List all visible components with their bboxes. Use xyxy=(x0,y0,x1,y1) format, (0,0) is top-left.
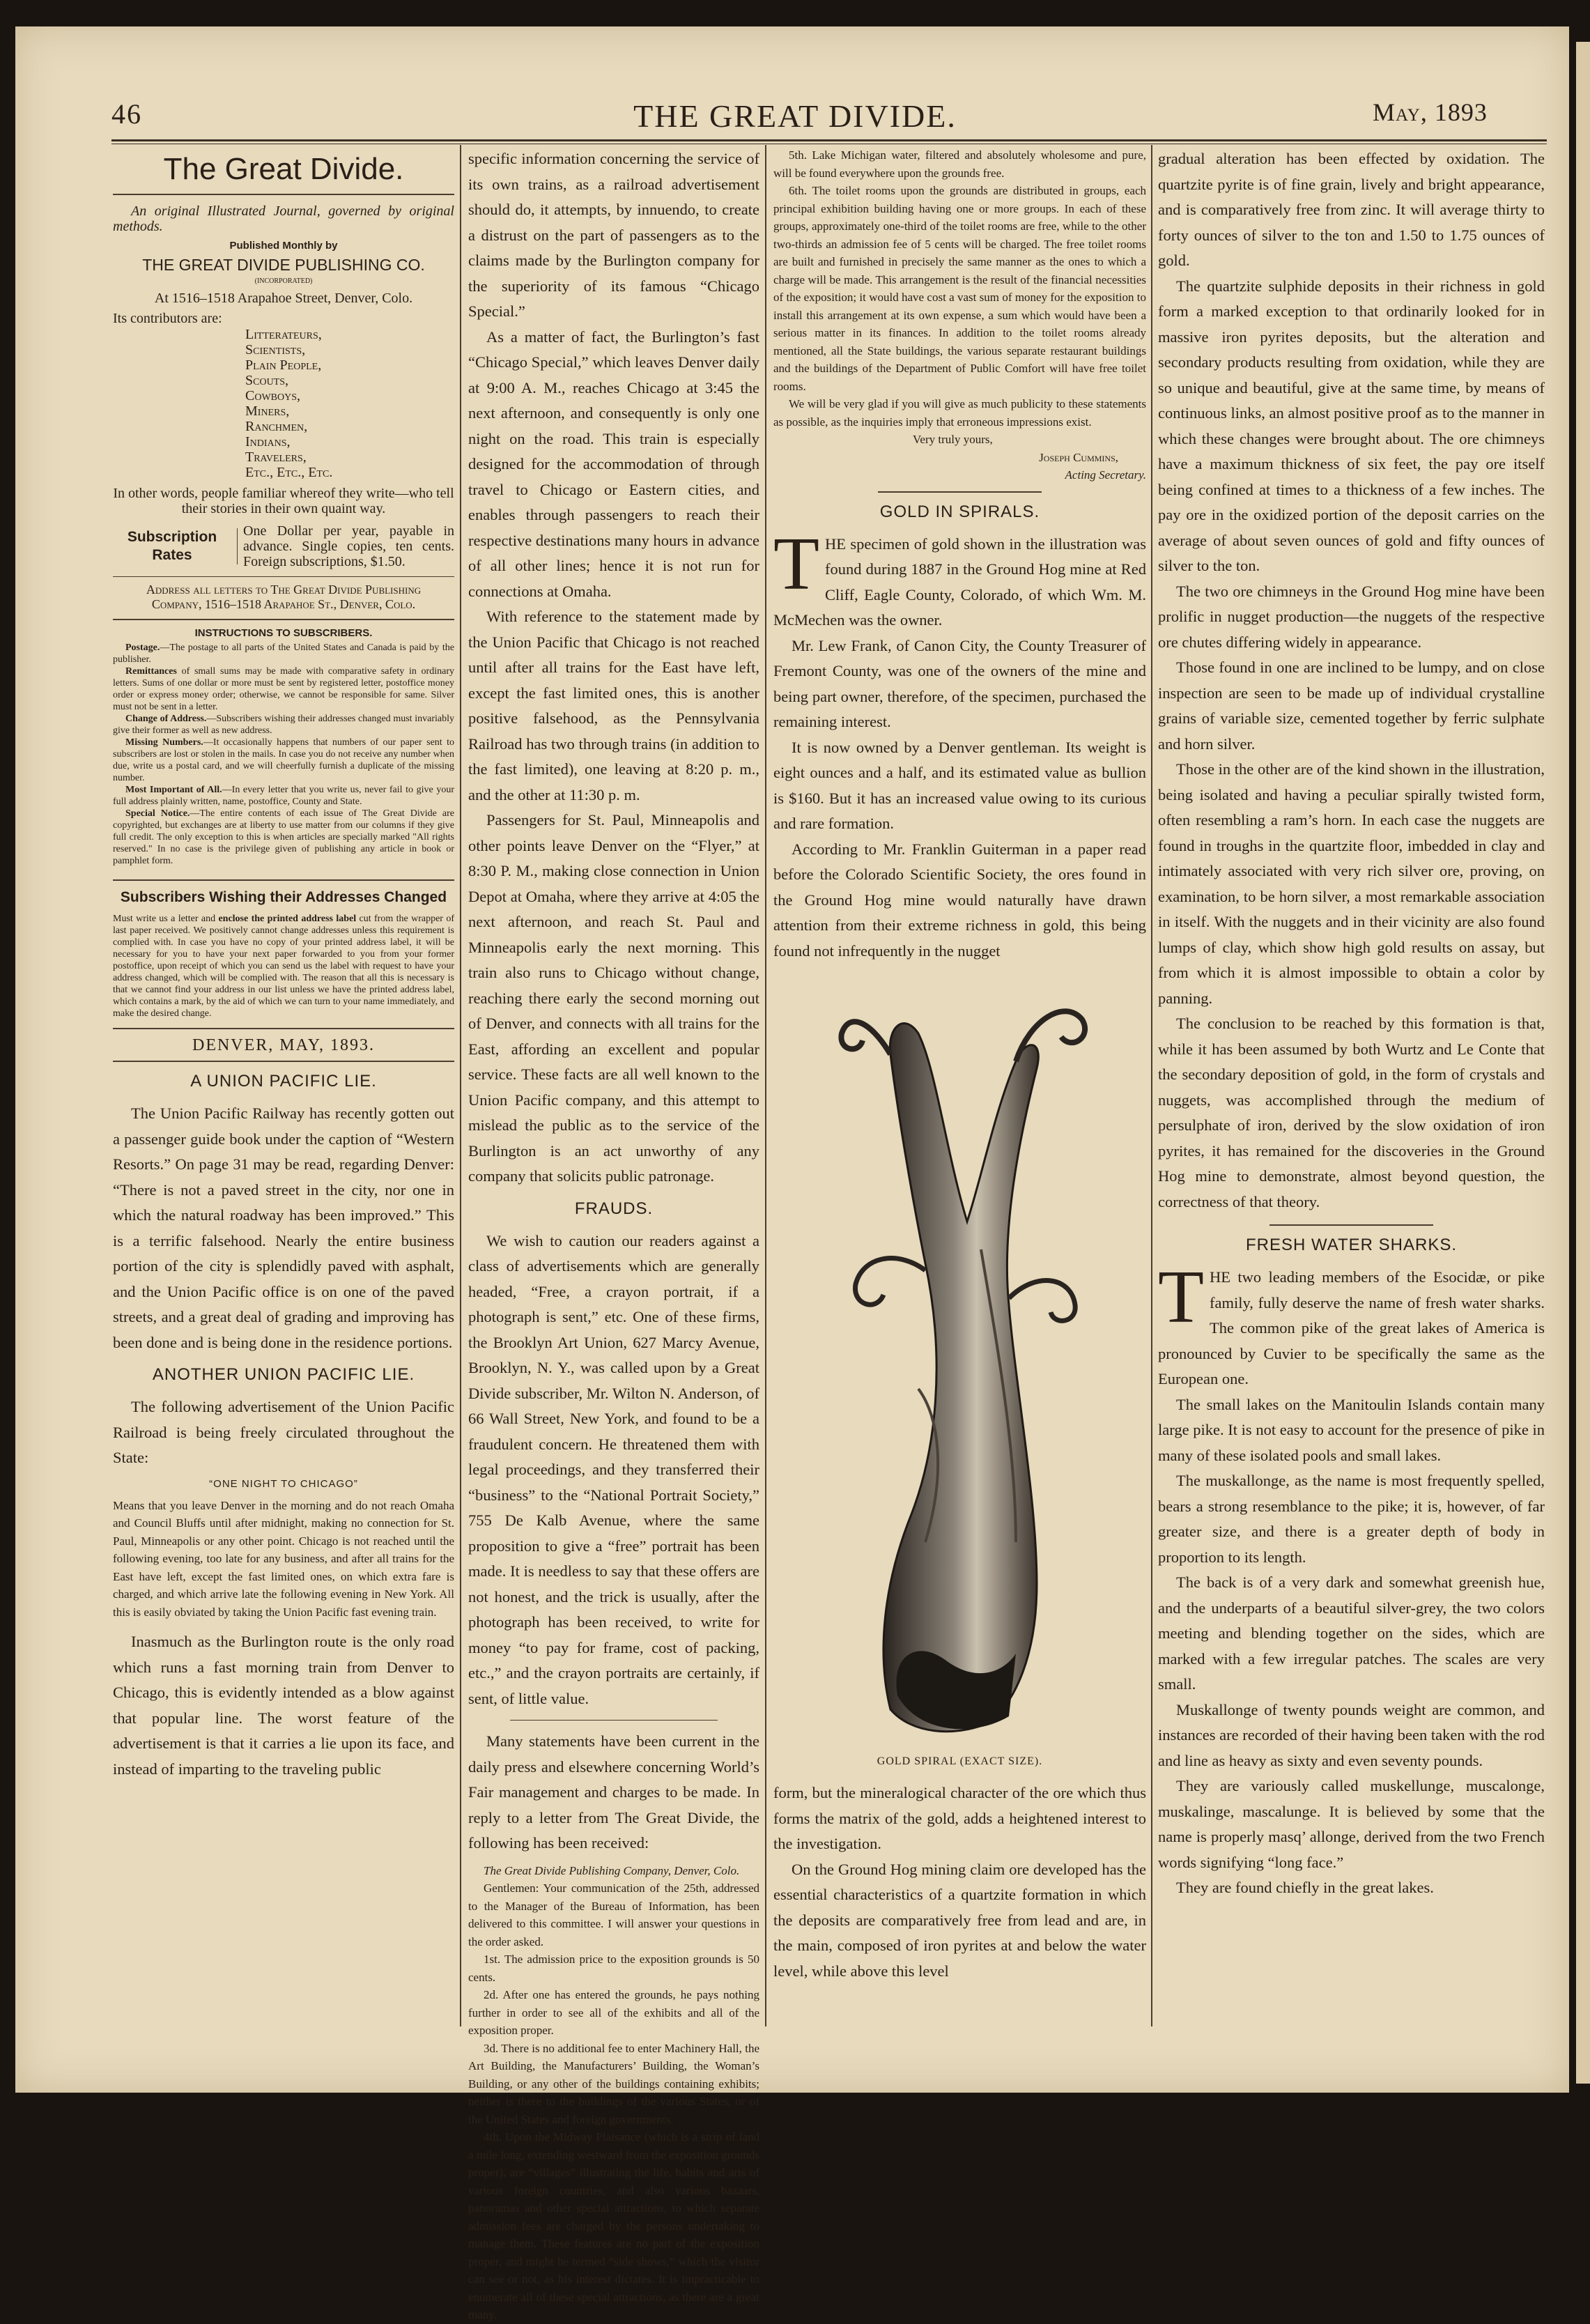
paragraph: It is now owned by a Denver gentleman. Its weight is eight ounces and a half, and its estimated value as bullion is $160. But it has an increased value owing to its curious and rare formation. xyxy=(773,738,1146,832)
letter-continued xyxy=(773,146,1146,484)
paragraph: Mr. Lew Frank, of Canon City, the County Treasurer of Fremont County, was one of the owners of the mine and being part owner, therefore, of the specimen, purchased the remaining interest. xyxy=(773,636,1146,730)
drop-cap: T xyxy=(773,522,819,606)
divider xyxy=(510,1720,718,1721)
subscription-rates xyxy=(113,523,454,569)
article-title: ANOTHER UNION PACIFIC LIE. xyxy=(152,1365,415,1384)
paragraph: specific information concerning the service of its own trains, as a railroad advertisement should do, it attempts, by innuendo, to create a distrust on the part of passengers as to the claims made by the Burlington company for the superiority of its famous “Chicago Special.” xyxy=(468,150,759,320)
paragraph: 2d. After one has entered the grounds, he pays nothing further in order to see all of the exhibits and all of the exposition proper. xyxy=(468,1988,759,2037)
contributors-intro: Its contributors are: xyxy=(113,311,222,326)
paragraph: Inasmuch as the Burlington route is the only road which runs a fast morning train from Denver to Chicago, this is evidently intended as a blow against that popular line. The worst feature of the advertisement is that it carries a lie upon its face, and instead of imparting to the traveling public xyxy=(113,1633,454,1778)
column-divider xyxy=(765,145,766,2026)
paragraph: form, but the mineralogical character of the ore which thus forms the matrix of the gold, adds a heightened interest to the investigation. xyxy=(773,1784,1146,1852)
paragraph: With reference to the statement made by the Union Pacific that Chicago is not reached until after all trains for the East have left, except the fast limited ones, this is another positive falsehood, as the Pennsylvania Railroad has two through trains (in addition to the fast limited), one leaving at 8:20 p. m., and the other at 11:30 p. m. xyxy=(468,608,759,803)
article-title: FRESH WATER SHARKS. xyxy=(1245,1236,1458,1254)
instruction-item: Most Important of All.—In every letter that you write us, never fail to give your full address plainly written, name, postoffice, County and State. xyxy=(113,785,454,807)
paragraph: We will be very glad if you will give as much publicity to these statements as possible, as the inquiries imply that erroneous impressions exist. xyxy=(773,397,1146,429)
letter-signature: Joseph Cummins, xyxy=(1039,450,1118,464)
contributor: Litterateurs, xyxy=(245,327,322,342)
article-body xyxy=(113,1101,454,1355)
divider xyxy=(1269,1224,1433,1226)
instruction-item: Postage.—The postage to all parts of the United States and Canada is paid by the publisher. xyxy=(113,642,454,665)
article-body xyxy=(113,1629,454,1782)
paragraph: 6th. The toilet rooms upon the grounds are distributed in groups, each principal exhibition building having one or more groups. In each of these groups, approximately one-third of the toilet rooms are free, while to the other two-thirds an admission fee of 5 cents will be charged. The free toilet rooms are built and furnished in precisely the same manner as the ones to which a charge will be made. This arrangement is the result of the financial necessities of the exposition; it would have cost a vast sum of money for the exposition to install this arrangement at its own expense, a sum which would have been a serious matter in its finances. In addition to the toilet rooms already mentioned, all the State buildings, the various separate restaurant buildings and the buildings of the Department of Public Comfort will have free toilet rooms. xyxy=(773,184,1146,393)
paragraph: The back is of a very dark and somewhat greenish hue, and the underparts of a beautiful silver-grey, the two colors meeting and blending together on the sides, which are marked with a few irregular patches. The scales are very small. xyxy=(1158,1573,1545,1693)
article-body xyxy=(773,1780,1146,1984)
paragraph: Passengers for St. Paul, Minneapolis and other points leave Denver on the “Flyer,” at 8:30 P. M., making close connection in Union Depot at Omaha, where they arrive at 4:05 the next afternoon, and reach St. Paul and Minneapolis early the next morning. This train also runs to Chicago without change, reaching there early the second morning out of Denver, and connects with all trains for the East, affording an excellent and popular service. These facts are all well known to the Union Pacific company, and this attempt to mislead the public as to the service of the Burlington is an act unworthy of any company that solicits public patronage. xyxy=(468,811,759,1185)
paragraph: 1st. The admission price to the exposition grounds is 50 cents. xyxy=(468,1953,759,1984)
address-change-title: Subscribers Wishing their Addresses Changed xyxy=(120,889,447,905)
paragraph: We wish to caution our readers against a class of advertisements which are generally headed, “Free, a crayon portrait, if a photograph is sent,” etc. One of these firms, the Brooklyn Art Union, 627 Marcy Avenue, Brooklyn, N. Y., was called upon by a Great Divide subscriber, Mr. Wilton N. Anderson, of 66 Wall Street, New York, and found to be a fraudulent concern. He threatened them with legal proceedings, and they transferred their “business” to the “National Portrait Society,” 755 De Kalb Avenue, where the same proposition to give a “free” portrait has been made. It is needless to say that these offers are not honest, and the trick is usually, after the photograph has been received, to write for money “to pay for frame, cost of packing, etc.,” and the crayon portraits are certainly, if sent, of little value. xyxy=(468,1231,759,1707)
address-letters: Address all letters to The Great Divide Publishing Company, 1516–1518 Arapahoe St., Denver, Colo. xyxy=(146,583,422,611)
page-title: THE GREAT DIVIDE. xyxy=(633,98,957,134)
issue-date: May, 1893 xyxy=(1373,98,1488,126)
paragraph: On the Ground Hog mining claim ore developed has the essential characteristics of a quartzite formation in which the deposits are comparatively free from lead and are, in the main, composed of iron pyrites at and below the water level, while above this level xyxy=(773,1860,1146,1980)
paragraph: 4th. Upon the Midway Plaisance (which is a strip of land a mile long, extending westward from the exposition grounds proper), are “villages” illustrating the life, habits and arts of various foreign countries, and also various bazaars, panoramas and other special attractions, to which separate admission fees are charged by the persons undertaking to manage them. These features are no part of the exposition proper, and might be termed “side shows,” which the visitor can see or not, as his interest dictates. It is impracticable to enumerate all of these special attractions, as there are a great many. xyxy=(468,2130,759,2321)
contributor: Plain People, xyxy=(245,357,322,373)
column-divider xyxy=(460,145,461,2026)
column-1 xyxy=(113,146,454,1782)
drop-cap: T xyxy=(1158,1256,1204,1339)
letter-salutation: The Great Divide Publishing Company, Denver, Colo. xyxy=(484,1863,740,1877)
instruction-item: Special Notice.—The entire contents of each issue of The Great Divide are copyrighted, but exchanges are at liberty to use matter from our columns if they give full credit. The only exception to this is when articles are specially marked "All rights reserved." In no case is the privilege given of publishing any article in book or pamphlet form. xyxy=(113,808,454,866)
article-body xyxy=(113,1394,454,1471)
masthead-tagline: An original Illustrated Journal, governed by original methods. xyxy=(113,203,454,234)
article-title: GOLD IN SPIRALS. xyxy=(879,502,1040,521)
header-rule xyxy=(111,139,1547,144)
article-body: THE two leading members of the Esocidæ, or pike family, fully deserve the name of fresh water sharks. The common pike of the great lakes of America is pronounced by Cuvier to be specifically the same as the European one. The small lakes on the Manitoulin Islands contain many large pike. It is not easy to account for the presence of pike in many of these isolated pools and small lakes. The muskallonge, as the name is most frequently spelled, bears a strong resemblance to the pike; it is, however, of far greater size, and there is a greater depth of body in proportion to its length. The back is of a very dark and somewhat greenish hue, and the underparts of a beautiful silver-grey, the two colors meeting and blending together on the sides, which are marked with a few irregular patches. The scales are very small. Muskallonge of twenty pounds weight are common, and instances are recorded of their having been taken with the rod and line as heavy as sixty and even seventy pounds. They are variously called muskellunge, muscalonge, muskalinge, mascalunge. It is believed by some that the name is properly masq’ allonge, derived from the two French words signifying “long face.” They are found chiefly in the great lakes. xyxy=(1158,1265,1545,1901)
adjacent-page-edge xyxy=(1576,42,1590,2084)
publisher-address: At 1516–1518 Arapahoe Street, Denver, Colo. xyxy=(154,291,413,306)
gold-nugget-image xyxy=(807,971,1113,1744)
contributors-list xyxy=(113,327,454,480)
paragraph: According to Mr. Franklin Guiterman in a paper read before the Colorado Scientific Society, the ores found in the Ground Hog mine would naturally have drawn attention from their extreme richness in gold, this being found not infrequently in the nugget xyxy=(773,840,1146,960)
paragraph: The following advertisement of the Union Pacific Railroad is being freely circulated throughout the State: xyxy=(113,1398,454,1466)
paragraph: Many statements have been current in the daily press and elsewhere concerning World’s Fair management and charges to be made. In reply to a letter from The Great Divide, the following has been received: xyxy=(468,1732,759,1852)
other-words: In other words, people familiar whereof they write—who tell their stories in their own quaint way. xyxy=(113,486,454,516)
contributor: Etc., Etc., Etc. xyxy=(245,465,333,480)
figure-caption: GOLD SPIRAL (EXACT SIZE). xyxy=(877,1755,1043,1767)
paragraph: The two ore chimneys in the Ground Hog mine have been prolific in nugget production—the nuggets of the respective ore chutes differing widely in appearance. xyxy=(1158,582,1545,651)
column-divider xyxy=(1151,145,1152,2026)
rates-label: Subscription Rates xyxy=(113,528,238,564)
paragraph: Those in the other are of the kind shown in the illustration, being isolated and having a peculiar spirally twisted form, often resembling a ram’s horn. In each case the nuggets are found in troughs in the quartzite floor, imbedded in clay and intimately associated with very rich silver ore, proving, on examination, to be horn silver, a most remarkable association in itself. With the nuggets and in their vicinity are also found lumps of clay, which show high gold results on assay, but from which it is almost impossible to obtain a color by panning. xyxy=(1158,760,1545,1007)
divider xyxy=(113,1061,454,1062)
instructions-title: INSTRUCTIONS TO SUBSCRIBERS. xyxy=(194,627,373,639)
article-body xyxy=(1158,146,1545,1215)
divider xyxy=(113,1028,454,1029)
paragraph: Muskallonge of twenty pounds weight are common, and instances are recorded of their having been taken with the rod and line as heavy as sixty and even seventy pounds. xyxy=(1158,1700,1545,1769)
contributor: Scouts, xyxy=(245,373,289,388)
paragraph: The quartzite sulphide deposits in their richness in gold form a marked exception to that ordinarily looked for in massive iron pyrites deposits, but the alteration and secondary products resulting from oxidation, while they are so unique and beautiful, give at the same time, by means of continuous links, an almost positive proof as to the manner in which these changes were brought about. The ore chimneys have a maximum thickness of six feet, the pay ore itself being confined at times to a thickness of a few inches. The pay ore in the oxidized portion of the deposit carries on the average of about seven ounces of gold and fifty ounces of silver to the ton. xyxy=(1158,277,1545,574)
instruction-item: Change of Address.—Subscribers wishing their addresses changed must invariably give their former as well as new address. xyxy=(113,714,455,736)
page-number: 46 xyxy=(111,98,142,130)
paragraph: The conclusion to be reached by this formation is that, while it has been assumed by both Wurtz and Le Conte that the secondary deposition of gold, in the form of crystals and nuggets, was accomplished through the medium of persulphate of iron, derived by the slow oxidation of iron pyrites, it has remained for the discoveries in the Ground Hog mine to demonstrate, almost beyond question, the correctness of that theory. xyxy=(1158,1015,1545,1210)
column-3 xyxy=(773,146,1146,1984)
contributor: Indians, xyxy=(245,434,291,449)
contributor: Scientists, xyxy=(245,342,306,357)
dateline: DENVER, MAY, 1893. xyxy=(192,1036,376,1054)
article-body xyxy=(468,1729,759,1856)
instruction-item: Missing Numbers.—It occasionally happens that numbers of our paper sent to subscribers are lost or stolen in the mails. In case you do not receive any number when due, write us a postal card, and we will cheerfully furnish a duplicate of the missing number. xyxy=(113,737,454,783)
paragraph: 3d. There is no additional fee to enter Machinery Hall, the Art Building, the Manufacturers’ Building, the Woman’s Building, or any other of the buildings containing exhibits; neither is there to the buildings of the various States, or of the United States and foreign governments. xyxy=(468,2041,759,2126)
gold-spiral-illustration xyxy=(773,971,1146,1744)
article-body xyxy=(468,146,759,1190)
article-title: FRAUDS. xyxy=(574,1199,654,1218)
masthead-title: The Great Divide. xyxy=(113,146,454,195)
letter-signature-title: Acting Secretary. xyxy=(1065,468,1146,482)
paragraph: 5th. Lake Michigan water, filtered and absolutely wholesome and pure, will be found everywhere upon the grounds free. xyxy=(773,148,1146,180)
published-by: Published Monthly by xyxy=(229,240,338,252)
ad-text: Means that you leave Denver in the morning and do not reach Omaha and Council Bluffs until after midnight, making no connection for St. Paul, Minneapolis or any other point. Chicago is not reached until the following evening, too late for any business, and after all trains for the East have left, except the fast limited ones, on which extra fare is charged, and which arrive late the following evening in New York. All this is easily obviated by taking the Union Pacific fast evening train. xyxy=(113,1498,454,1619)
divider xyxy=(878,491,1042,493)
publisher-name: THE GREAT DIVIDE PUBLISHING CO. xyxy=(142,256,425,274)
column-4 xyxy=(1158,146,1545,1901)
divider xyxy=(113,619,454,620)
paragraph: The Union Pacific Railway has recently gotten out a passenger guide book under the caption of “Western Resorts.” On page 31 may be read, regarding Denver: “There is not a paved street in the city, nor one in which the natural roadway has been improved.” This is a terrific falsehood. Nearly the entire business portion of the city is splendidly paved with asphalt, and the Union Pacific office is on one of the paved streets, and a great deal of grading and improving has been done and is being done in the residence portions. xyxy=(113,1105,454,1351)
paragraph: The small lakes on the Manitoulin Islands contain many large pike. It is not easy to account for the presence of pike in many of these isolated pools and small lakes. xyxy=(1158,1395,1545,1464)
paragraph: They are found chiefly in the great lakes. xyxy=(1176,1879,1434,1896)
contributor: Miners, xyxy=(245,403,290,419)
paragraph: Those found in one are inclined to be lumpy, and on close inspection are seen to be made up of individual crystalline grains of variable size, cemented together by ferric sulphate and horn silver. xyxy=(1158,659,1545,753)
instructions xyxy=(113,642,454,867)
article-title: A UNION PACIFIC LIE. xyxy=(190,1072,377,1091)
paragraph: gradual alteration has been effected by oxidation. The quartzite pyrite is of fine grain, lively and bright appearance, and is comparatively free from zinc. It will average thirty to forty ounces of silver to the ton and 1.50 to 1.75 ounces of gold. xyxy=(1158,150,1545,269)
divider xyxy=(113,576,454,577)
divider xyxy=(113,879,454,881)
incorporated-label: (INCORPORATED) xyxy=(254,277,313,285)
article-body: THE specimen of gold shown in the illustration was found during 1887 in the Ground Hog mine at Red Cliff, Eagle County, Colorado, of which Wm. M. McMechen was the owner. Mr. Lew Frank, of Canon City, the County Treasurer of Fremont County, was one of the owners of the mine and being part owner, therefore, of the specimen, purchased the remaining interest. It is now owned by a Denver gentleman. Its weight is eight ounces and a half, and its estimated value as bullion is $160. But it has an increased value owing to its curious and rare formation. According to Mr. Franklin Guiterman in a paper read before the Colorado Scientific Society, the ores found in the Ground Hog mine would naturally have drawn attention from their extreme richness in gold, this being found not infrequently in the nugget xyxy=(773,532,1146,964)
paragraph: They are variously called muskellunge, muscalonge, muskalinge, mascalunge. It is believed by some that the name is properly masq’ allonge, derived from the two French words signifying “long face.” xyxy=(1158,1777,1545,1871)
ad-title: “ONE NIGHT TO CHICAGO” xyxy=(209,1477,358,1490)
rates-text: One Dollar per year, payable in advance. Single copies, ten cents. Foreign subscriptions, $1.50. xyxy=(243,523,454,569)
contributor: Cowboys, xyxy=(245,388,301,403)
contributor: Travelers, xyxy=(245,449,307,465)
article-body xyxy=(468,1229,759,1712)
paragraph: The muskallonge, as the name is most frequently spelled, bears a strong resemblance to the pike; it is, however, of far greater size, and there is a greater depth of body in proportion to its length. xyxy=(1158,1472,1545,1566)
address-change-text: Must write us a letter and enclose the printed address label cut from the wrapper of last paper received. We positively cannot change addresses unless this requirement is complied with. In case you have no copy of your printed address label, it will be necessary for you to have your next paper forwarded to you from your former postoffice, upon receipt of which you can send us the label with request to have your address changed, which will be complied with. The reason that all this is necessary is that we cannot find your address in our list unless we have the printed address label, which contains a mark, by the aid of which we can turn to your name immediately, and make the desired change. xyxy=(113,914,454,1019)
letter-closing: Very truly yours, xyxy=(913,433,993,446)
contributor: Ranchmen, xyxy=(245,419,308,434)
instruction-item: Remittances of small sums may be made with comparative safety in ordinary letters. Sums of one dollar or more must be sent by registered letter, postoffice money order or express money order; otherwise, we cannot be responsible for same. Silver must not be sent in a letter. xyxy=(113,666,454,712)
letter xyxy=(468,1862,759,2324)
column-2 xyxy=(468,146,759,2324)
paragraph: As a matter of fact, the Burlington’s fast “Chicago Special,” which leaves Denver daily at 9:00 A. M., reaches Chicago at 3:45 the next afternoon, and consequently is only one night on the road. This train is especially designed for the accommodation of through travel to Chicago or Eastern cities, and enables through passengers to reach their respective destinations many hours in advance of all other lines; hence it is not run for connections at Omaha. xyxy=(468,328,759,600)
paragraph: Gentlemen: Your communication of the 25th, addressed to the Manager of the Bureau of Information, has been delivered to this committee. I will answer your questions in the order asked. xyxy=(468,1881,759,1948)
